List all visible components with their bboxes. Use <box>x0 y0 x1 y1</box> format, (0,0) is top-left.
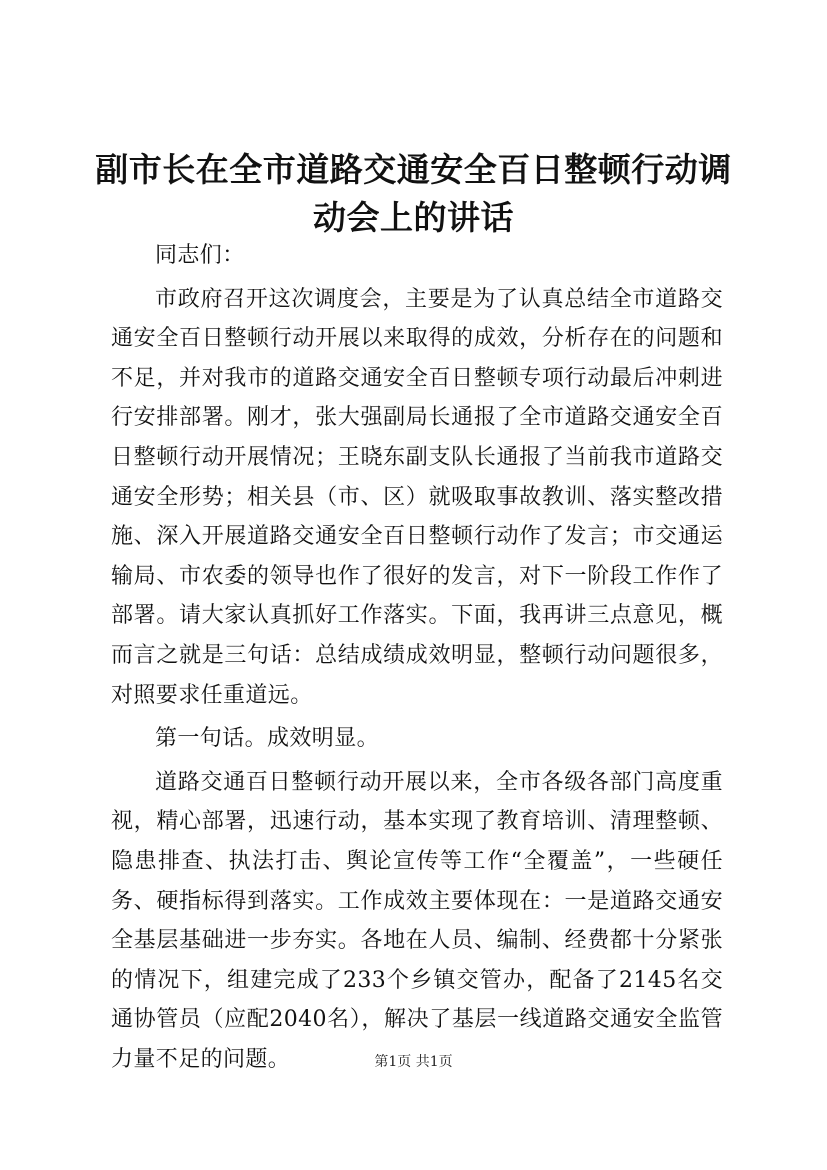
salutation-paragraph: 同志们： <box>155 243 245 268</box>
document-body <box>111 236 723 1079</box>
body-paragraph: 市政府召开这次调度会，主要是为了认真总结全市道路交通安全百日整顿行动开展以来取得的成效，分析存在的问题和不足，并对我市的道路交通安全百日整顿专项行动最后冲刺进行安排部署。刚才，张大强副局长通报了全市道路交通安全百日整顿行动开展情况；王晓东副支队长通报了当前我市道路交通安全形势；相关县（市、区）就吸取事故教训、落实整改措施、深入开展道路交通安全百日整顿行动作了发言；市交通运输局、市农委的领导也作了很好的发言，对下一阶段工作作了部署。请大家认真抓好工作落实。下面，我再讲三点意见，概而言之就是三句话：总结成绩成效明显，整顿行动问题很多，对照要求任重道远。 <box>111 286 723 708</box>
section-heading-paragraph: 第一句话。成效明显。 <box>155 726 380 752</box>
page-footer: 第1页 共1页 <box>374 1054 453 1070</box>
document-title: 副市长在全市道路交通安全百日整顿行动调动会上的讲话 <box>95 150 732 237</box>
body-paragraph: 道路交通百日整顿行动开展以来，全市各级各部门高度重视，精心部署，迅速行动，基本实现了教育培训、清理整顿、隐患排查、执法打击、舆论宣传等工作“全覆盖”，一些硬任务、硬指标得到落实。工作成效主要体现在：一是道路交通安全基层基础进一步夯实。各地在人员、编制、经费都十分紧张的情况下，组建完成了233个乡镇交管办，配备了2145名交通协管员（应配2040名），解决了基层一线道路交通安全监管力量不足的问题。 <box>111 769 723 1072</box>
